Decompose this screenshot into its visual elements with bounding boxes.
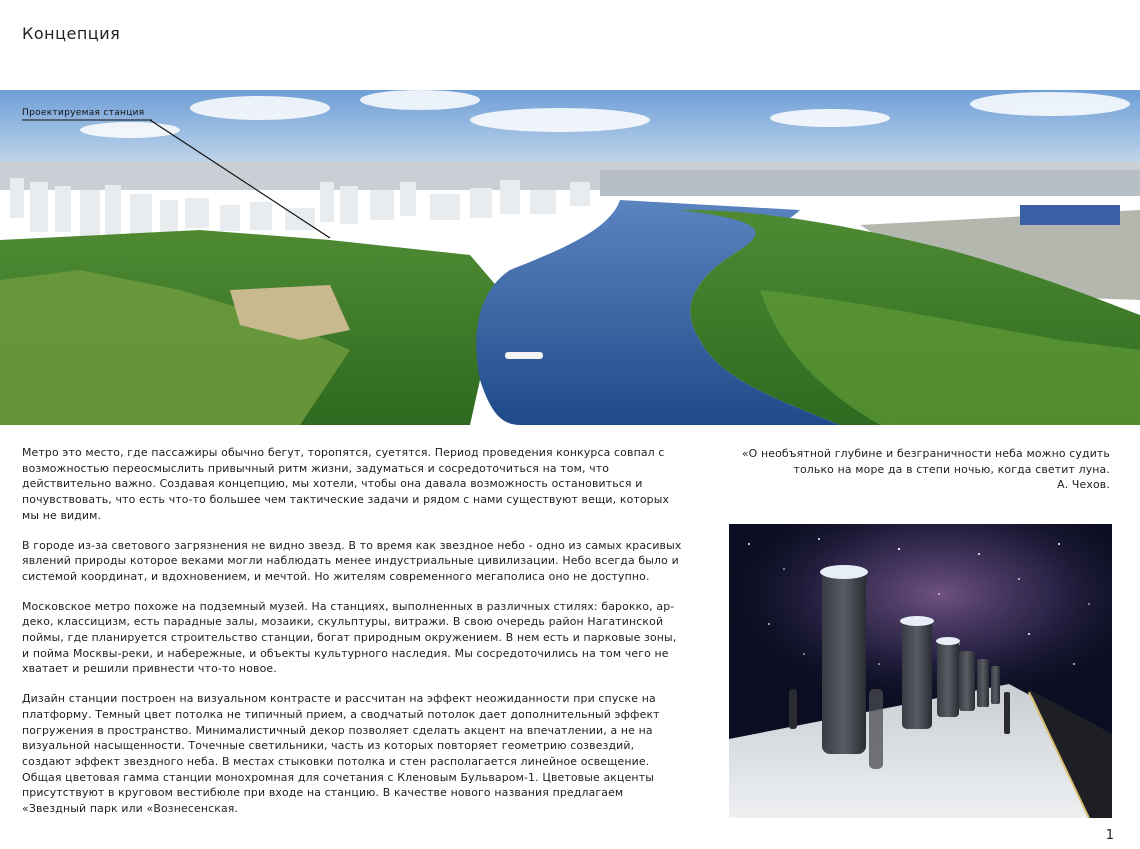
quote-line-2: только на море да в степи ночью, когда светит луна. bbox=[793, 462, 1110, 476]
paragraph-3: Московское метро похоже на подземный музей. На станциях, выполненных в различных стилях: барокко, ар-деко, классицизм, есть парадные залы, мозаики, скульптуры, витражи. В свою очередь район Нагатинской поймы, где планируется строительство станции, богат природным окружением. В нем есть и парковые зоны, и пойма Москвы-реки, и набережные, и объекты культурного наследия. Мы сосредоточились на том чего не хватает и решили привнести что-то новое. bbox=[22, 599, 677, 676]
aerial-photo-illustration bbox=[0, 90, 1140, 425]
station-render-illustration bbox=[729, 524, 1112, 818]
aerial-photo bbox=[0, 90, 1140, 425]
quote-line-1: «О необъятной глубине и безграничности неба можно судить bbox=[741, 447, 1110, 460]
paragraph-2: В городе из-за светового загрязнения не видно звезд. В то время как звездное небо - одно из самых красивых явлений природы которое веками могли наблюдать менее индустриальные цивилизации. Небо всегда было и системой координат, и вдохновением, и мечтой. Но жителям современного мегаполиса оно не доступно. bbox=[22, 538, 682, 583]
page-number: 1 bbox=[1105, 828, 1114, 843]
page-title: Концепция bbox=[22, 24, 121, 43]
body-text bbox=[22, 445, 682, 831]
quote-author: А. Чехов. bbox=[1057, 478, 1110, 492]
projected-station-label: Проектируемая станция bbox=[22, 108, 145, 118]
chekhov-quote bbox=[710, 446, 1110, 493]
paragraph-4: Дизайн станции построен на визуальном контрасте и рассчитан на эффект неожиданности при спуске на платформу. Темный цвет потолка не типичный прием, а сводчатый потолок дает дополнительный эффект погружения в пространство. Минималистичный декор позволяет сделать акцент на впечатлении, а не на визуальной насыщенности. Точечные светильники, часть из которых повторяет геометрию созвездий, создают эффект звездного неба. В местах стыковки потолка и стен располагается линейное освещение. Общая цветовая гамма станции монохромная для сочетания с Кленовым Бульваром-1. Цветовые акценты присутствуют в круговом вестибюле при входе на станцию. В качестве нового названия предлагаем «Звездный парк или «Вознесенская. bbox=[22, 692, 660, 816]
paragraph-1: Метро это место, где пассажиры обычно бегут, торопятся, суетятся. Период проведения конкурса совпал с возможностью переосмыслить привычный ритм жизни, задуматься и сосредоточиться на том, что действительно важно. Создавая концепцию, мы хотели, чтобы она давала возможность остановиться и почувствовать, что есть что-то большее чем тактические задачи и рядом с нами существуют вещи, которых мы не видим. bbox=[22, 446, 670, 522]
station-render bbox=[729, 524, 1112, 818]
